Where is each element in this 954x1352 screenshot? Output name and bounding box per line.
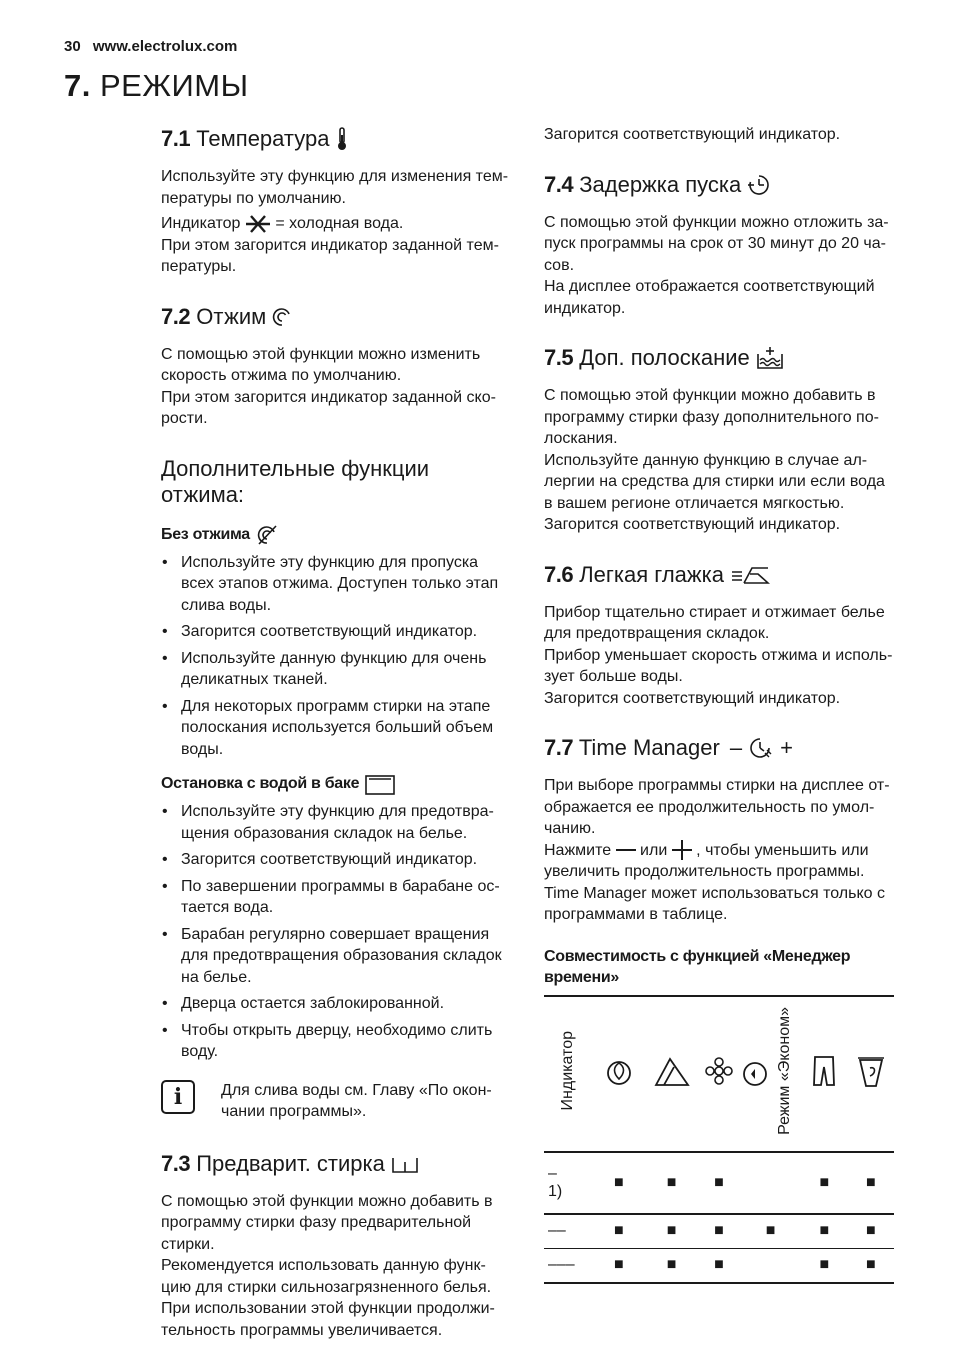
no-spin-icon [256, 524, 278, 546]
minus-icon: – [729, 735, 743, 760]
s74-paragraph-2: На дисплее отображается соответствующий индикатор. [544, 278, 875, 317]
info-note [161, 1080, 511, 1123]
time-manager-icon [748, 736, 774, 760]
s71-paragraph-3: При этом загорится индикатор заданной тем-пературы. [161, 236, 499, 275]
eco-cotton-icon [742, 1059, 768, 1089]
chapter-title [64, 68, 249, 104]
table-header-row [544, 996, 894, 1152]
eco-mode-column-header: Режим «Эконом» [776, 1007, 794, 1135]
s75-paragraph-3: Загорится соответствующий индикатор. [544, 516, 841, 533]
list-item: • Загорится соответствующий индикатор. [161, 621, 511, 643]
s76-paragraph-1: Прибор тщательно стирает и отжимает белье для предотвращения складок. [544, 603, 885, 642]
rinse-hold-icon [365, 773, 395, 795]
spin-icon [272, 307, 292, 327]
s72-paragraph-2: При этом загорится индикатор заданной ско-рости. [161, 388, 496, 427]
table-row: ––– ■ ■ ■ ■ ■ [544, 1248, 894, 1283]
delay-clock-icon [747, 173, 773, 197]
site-url[interactable]: www.electrolux.com [92, 38, 238, 55]
plus-button-icon [672, 840, 692, 860]
section-7-4-heading: 7.4 Задержка пуска [544, 172, 896, 198]
rinse-hold-heading: Остановка с водой в баке [161, 773, 511, 795]
info-icon: i [161, 1080, 195, 1114]
s75-paragraph-2: Используйте данную функцию в случае ал-лергии на средства для стирки или если вода в вашем регионе отличается мягкостью. [544, 451, 885, 512]
table-row: – 1) ■ ■ ■ ■ ■ [544, 1152, 894, 1214]
list-item: • Используйте эту функцию для предотвра-щения образования складок на белье. [161, 801, 511, 844]
s76-paragraph-2: Прибор уменьшает скорость отжима и исполь-зует больше воды. [544, 646, 893, 685]
page-number: 30 [64, 38, 81, 55]
section-7-5-heading: 7.5 Доп. полоскание [544, 345, 896, 371]
list-item: • Дверца остается заблокированной. [161, 993, 511, 1015]
right-top-text: Загорится соответствующий индикатор. [544, 126, 841, 143]
s74-paragraph-1: С помощью этой функции можно отложить за-пуск программы на срок от 30 минут до 20 ча-сов. [544, 213, 889, 274]
extra-rinse-icon [756, 346, 784, 370]
no-spin-list [161, 552, 511, 761]
s77-paragraph-2: Нажмите или , чтобы уменьшить или увеличить продолжительность программы. [544, 841, 869, 880]
prewash-icon [391, 1154, 419, 1174]
chapter-name: РЕЖИМЫ [99, 68, 249, 103]
compat-table [544, 995, 894, 1284]
right-column [544, 124, 896, 1284]
s75-paragraph-1: С помощью этой функции можно добавить в программу стирки фазу дополнительного по-лоскания. [544, 387, 879, 447]
s71-paragraph-2: Индикатор = холодная вода. [161, 215, 404, 232]
list-item: • Чтобы открыть дверцу, необходимо слить воду. [161, 1020, 511, 1063]
s77-paragraph-1: При выборе программы стирки на дисплее от-ображается ее продолжительность по умол-чанию. [544, 777, 890, 837]
section-7-7-heading: 7.7 Time Manager – + [544, 735, 793, 760]
no-spin-heading: Без отжима [161, 524, 511, 546]
table-row: –– ■ ■ ■ ■ ■ ■ [544, 1214, 894, 1249]
s73-paragraph-2: Рекомендуется использовать данную функ-цию для стирки сильнозагрязненного белья. При использовании этой функции продолжи-тельность программы увеличивается. [161, 1257, 495, 1339]
page-header [64, 38, 237, 55]
cotton-icon [603, 1055, 635, 1087]
s73-paragraph-1: С помощью этой функции можно добавить в программу стирки фазу предварительной стирки. [161, 1192, 493, 1253]
spin-extra-heading: Дополнительные функции отжима: [161, 455, 430, 507]
indicator-column-header: Индикатор [559, 1031, 577, 1111]
wool-icon [856, 1054, 886, 1088]
compat-table-title: Совместимость с функцией «Менеджер времени» [544, 947, 851, 986]
s76-paragraph-3: Загорится соответствующий индикатор. [544, 689, 841, 707]
chapter-number: 7. [64, 68, 91, 103]
thermometer-icon [335, 127, 349, 151]
section-7-3-heading: 7.3 Предварит. стирка [161, 1151, 511, 1177]
section-7-2-heading: 7.2 Отжим [161, 304, 511, 330]
left-column [161, 120, 511, 1341]
list-item: • Используйте данную функцию для очень деликатных тканей. [161, 648, 511, 691]
snowflake-icon [245, 215, 271, 233]
s71-paragraph-1: Используйте эту функцию для изменения тем-пературы по умолчанию. [161, 168, 509, 207]
info-note-text: Для слива воды см. Главу «По окон-чании программы». [221, 1081, 492, 1120]
section-7-1-heading: 7.1 Температура [161, 126, 511, 152]
minus-button-icon [616, 845, 636, 855]
list-item: • Барабан регулярно совершает вращения для предотвращения образования складок на белье. [161, 924, 511, 989]
easy-iron-icon [730, 564, 770, 586]
delicates-icon [703, 1055, 735, 1087]
list-item: • По завершении программы в барабане ос-тается вода. [161, 876, 511, 919]
s77-paragraph-3: Time Manager может использоваться только с программами в таблице. [544, 884, 885, 923]
s72-paragraph-1: С помощью этой функции можно изменить скорость отжима по умолчанию. [161, 345, 481, 384]
list-item: • Для некоторых программ стирки на этапе полоскания используется больший объем воды. [161, 696, 511, 761]
list-item: • Используйте эту функцию для пропуска всех этапов отжима. Доступен только этап слива воды. [161, 552, 511, 617]
jeans-icon [812, 1055, 836, 1087]
list-item: • Загорится соответствующий индикатор. [161, 849, 511, 871]
rinse-hold-list [161, 801, 511, 1063]
synthetics-icon [654, 1055, 690, 1087]
plus-icon: + [780, 735, 793, 760]
section-7-6-heading: 7.6 Легкая глажка [544, 562, 896, 588]
